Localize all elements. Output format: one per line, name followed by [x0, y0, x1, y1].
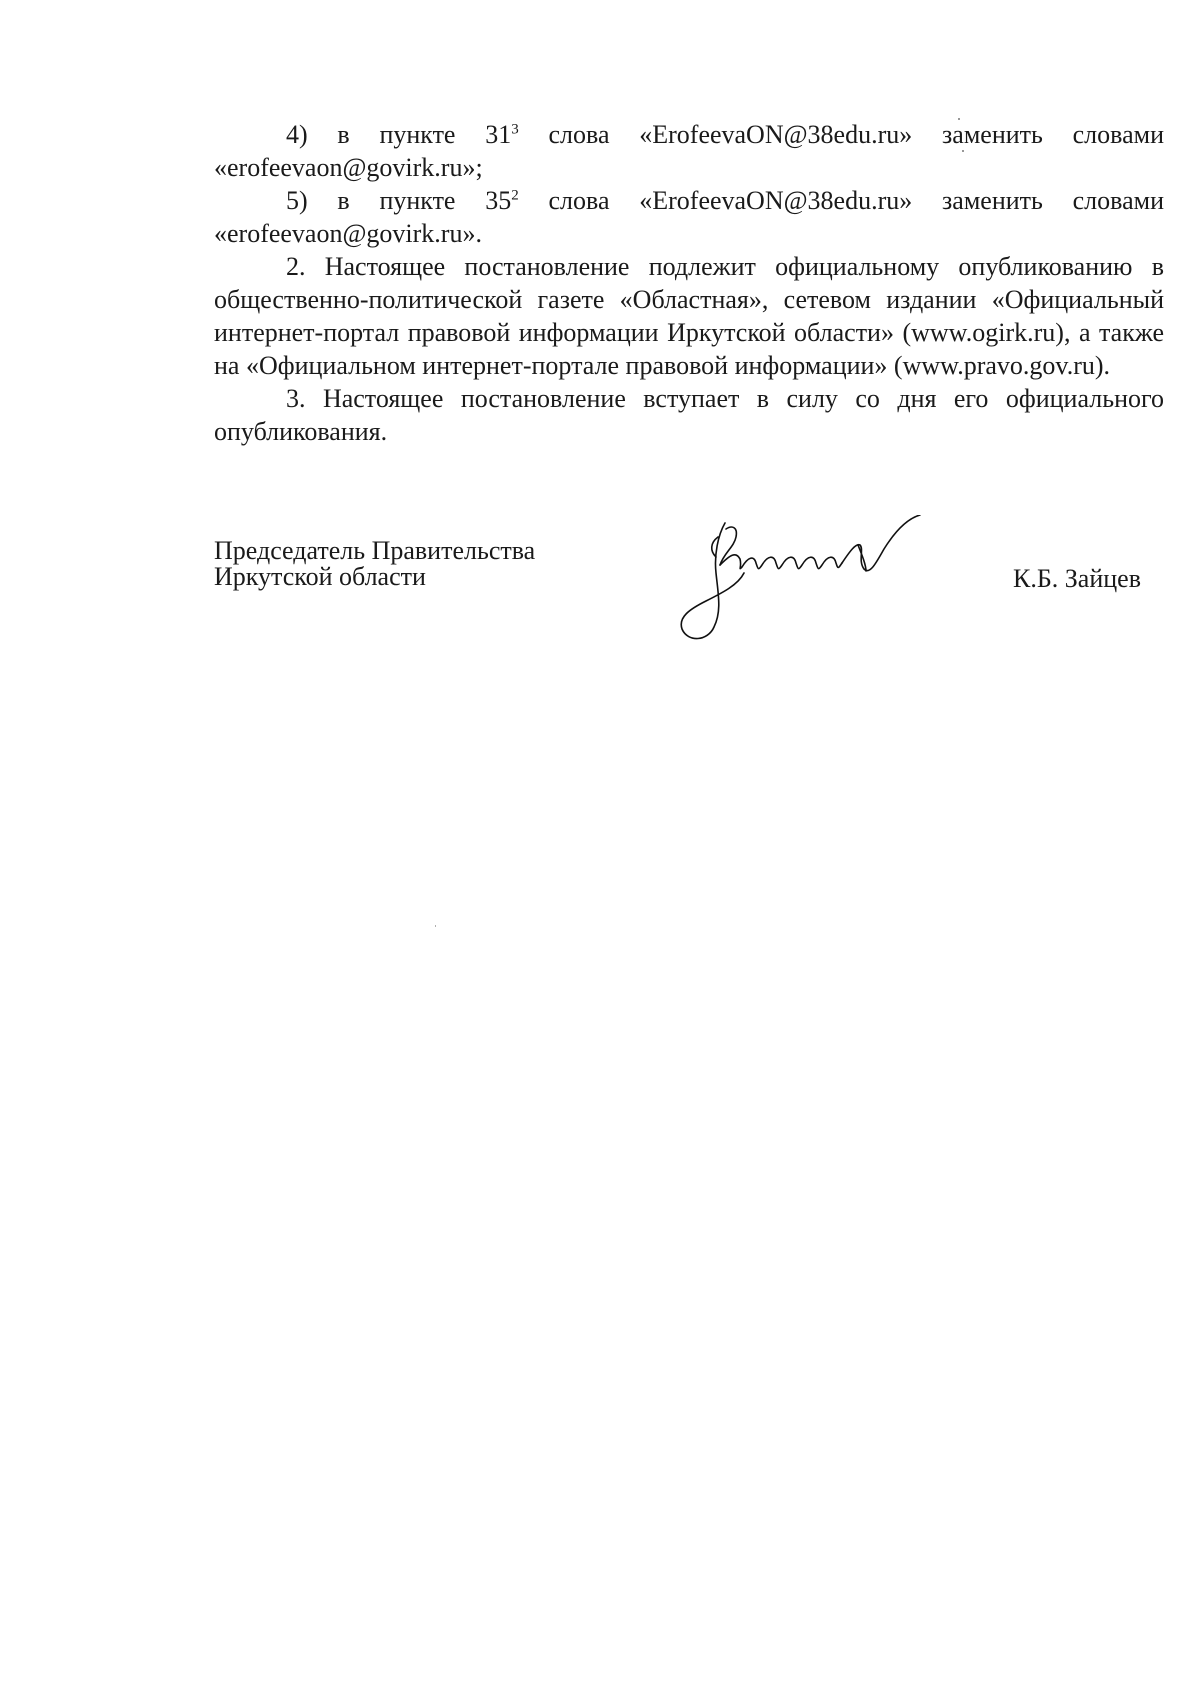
item-4-lead: 4) в пункте 31 [286, 120, 512, 149]
scan-speck [958, 118, 960, 120]
item-5-lead: 5) в пункте 35 [286, 186, 512, 215]
scan-speck [962, 150, 964, 152]
item-5-superscript: 2 [511, 187, 519, 204]
item-4-text: слова «ErofeevaON@38edu.ru» заменить словами «erofeevaon@govirk.ru»; [214, 120, 1164, 182]
document-body [214, 118, 1164, 448]
publication-paragraph: 2. Настоящее постановление подлежит официальному опубликованию в общественно-политической газете «Областная», сетевом издании «Официальный интернет-портал правовой информации Иркутской области» (www.ogirk.ru), а также на «Официальном интернет-портале правовой информации» (www.pravo.gov.ru). [214, 252, 1164, 380]
scan-speck [435, 925, 436, 927]
item-4-superscript: 3 [511, 121, 519, 138]
signatory-position [214, 538, 535, 590]
effective-date-paragraph: 3. Настоящее постановление вступает в силу со дня его официального опубликования. [214, 384, 1164, 446]
amendment-item-4 [214, 118, 1164, 184]
handwritten-signature-icon [680, 515, 950, 650]
amendment-item-5 [214, 184, 1164, 250]
position-line-1: Председатель Правительства [214, 536, 536, 565]
item-5-text: слова «ErofeevaON@38edu.ru» заменить словами «erofeevaon@govirk.ru». [214, 186, 1164, 248]
signatory-name: К.Б. Зайцев [1013, 564, 1141, 593]
position-line-2: Иркутской области [214, 562, 426, 591]
